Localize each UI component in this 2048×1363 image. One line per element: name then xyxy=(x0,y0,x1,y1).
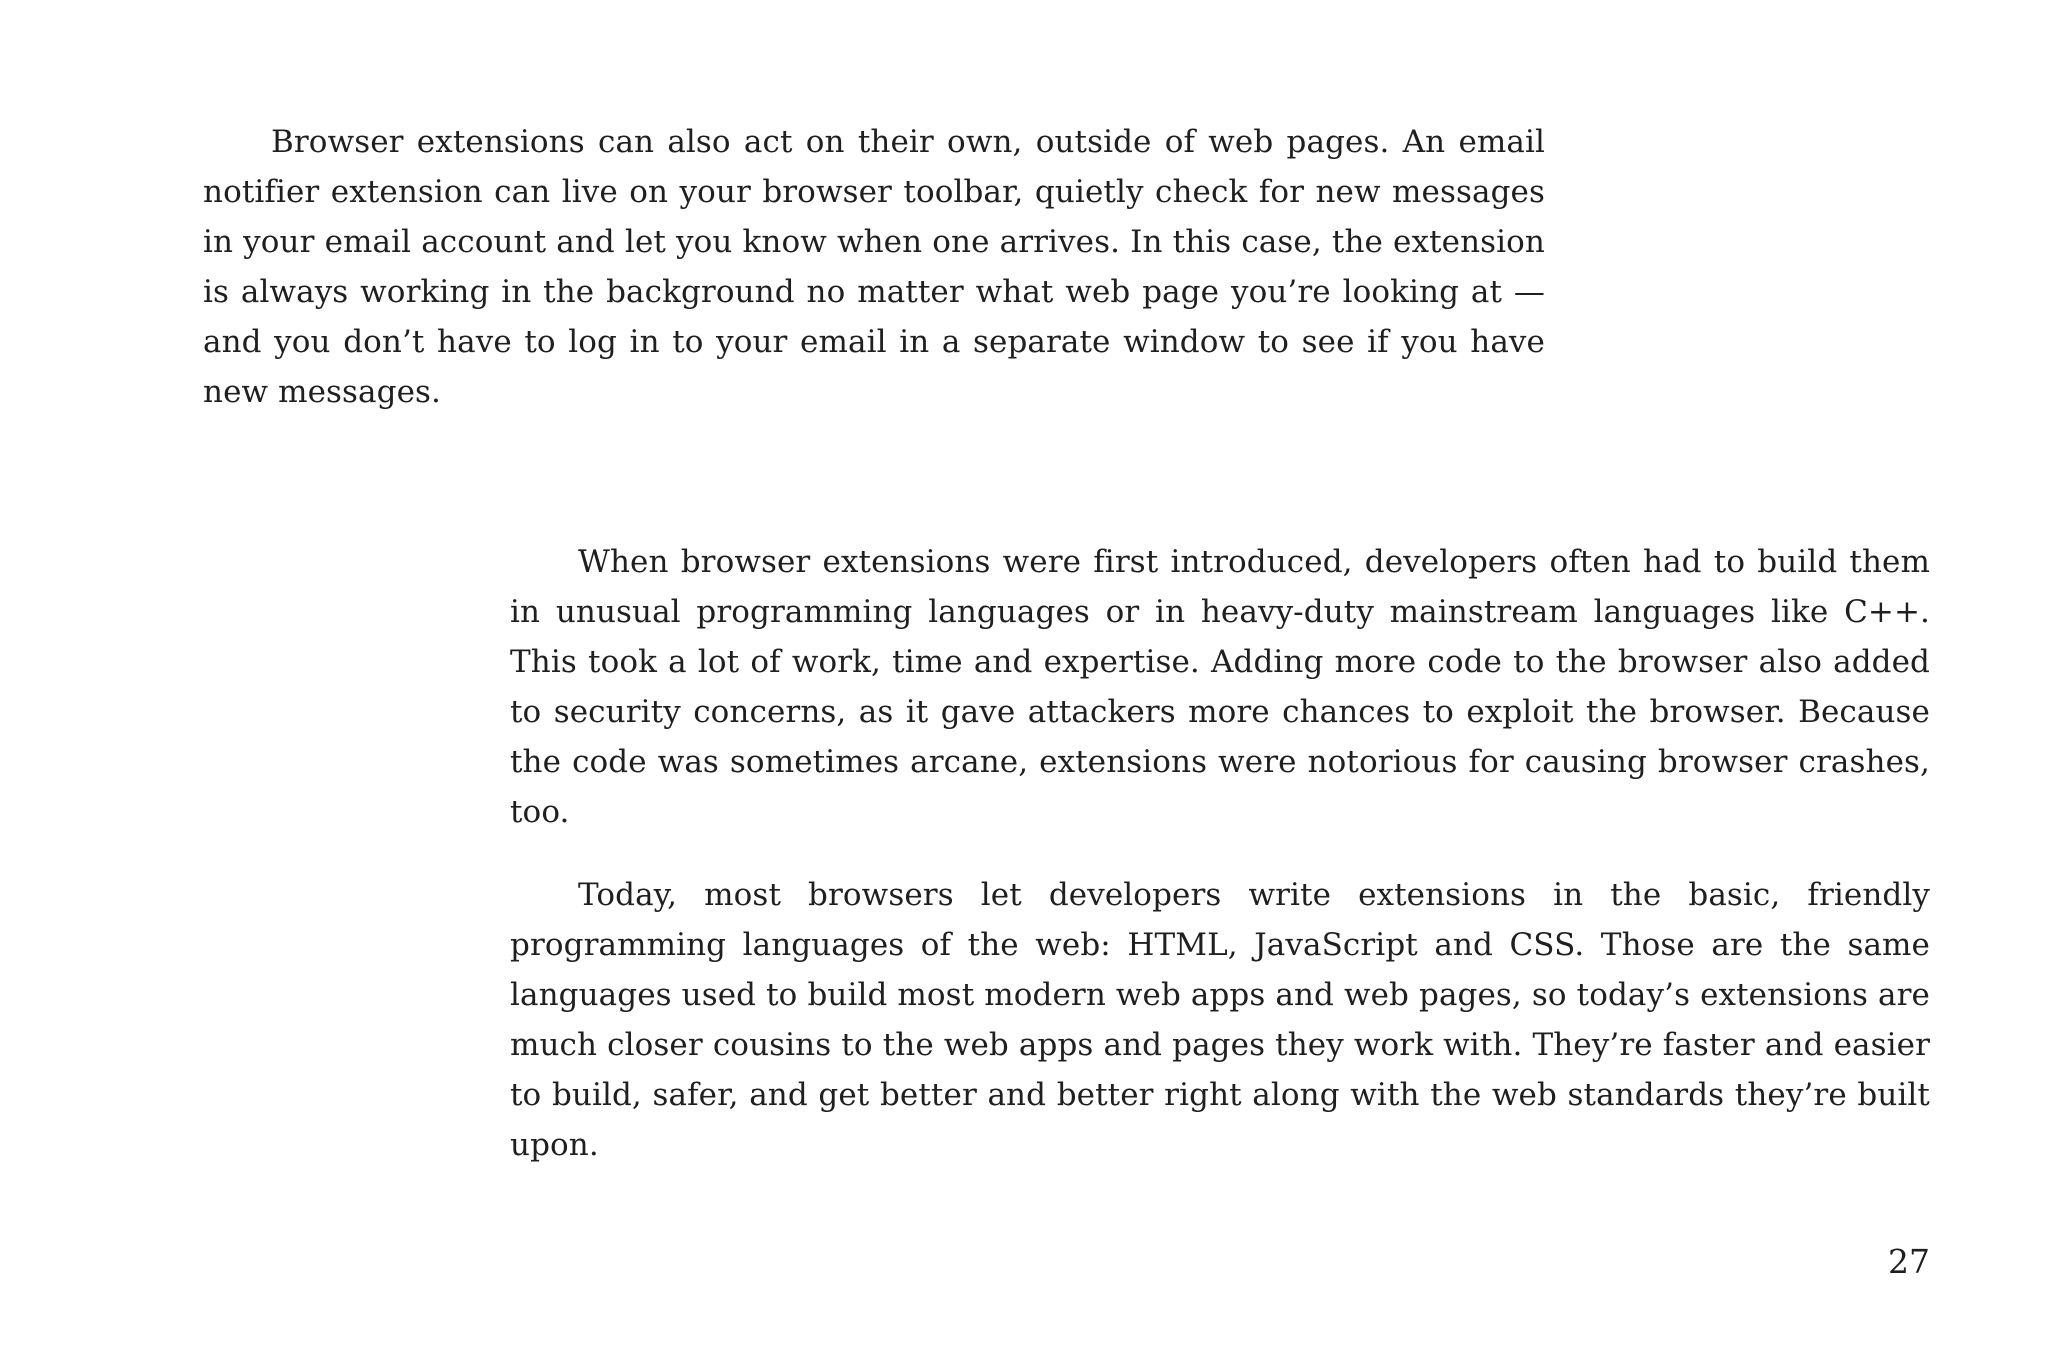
page-number: 27 xyxy=(1888,1242,1930,1281)
paragraph-modern-extensions: Today, most browsers let developers write extensions in the basic, friendly programming languages of the web: HTML, JavaScript and CSS. Those are the same languages used to build most modern web apps and web pages, so today’s extensions are much closer cousins to the web apps and pages they work with. They’re faster and easier to build, safer, and get better and better right along with the web standards they’re built upon. xyxy=(510,877,1930,1163)
paragraph-standalone-extensions: Browser extensions can also act on their own, outside of web pages. An email notifier extension can live on your browser toolbar, quietly check for new messages in your email account and let you know when one arrives. In this case, the extension is always working in the background no matter what web page you’re looking at — and you don’t have to log in to your email in a separate window to see if you have new messages. xyxy=(203,124,1545,410)
paragraph-early-extensions: When browser extensions were first introduced, developers often had to build them in unusual programming languages or in heavy-duty mainstream languages like C++. This took a lot of work, time and expertise. Adding more code to the browser also added to security concerns, as it gave attackers more chances to exploit the browser. Because the code was sometimes arcane, extensions were notorious for causing browser crashes, too. xyxy=(510,544,1930,830)
